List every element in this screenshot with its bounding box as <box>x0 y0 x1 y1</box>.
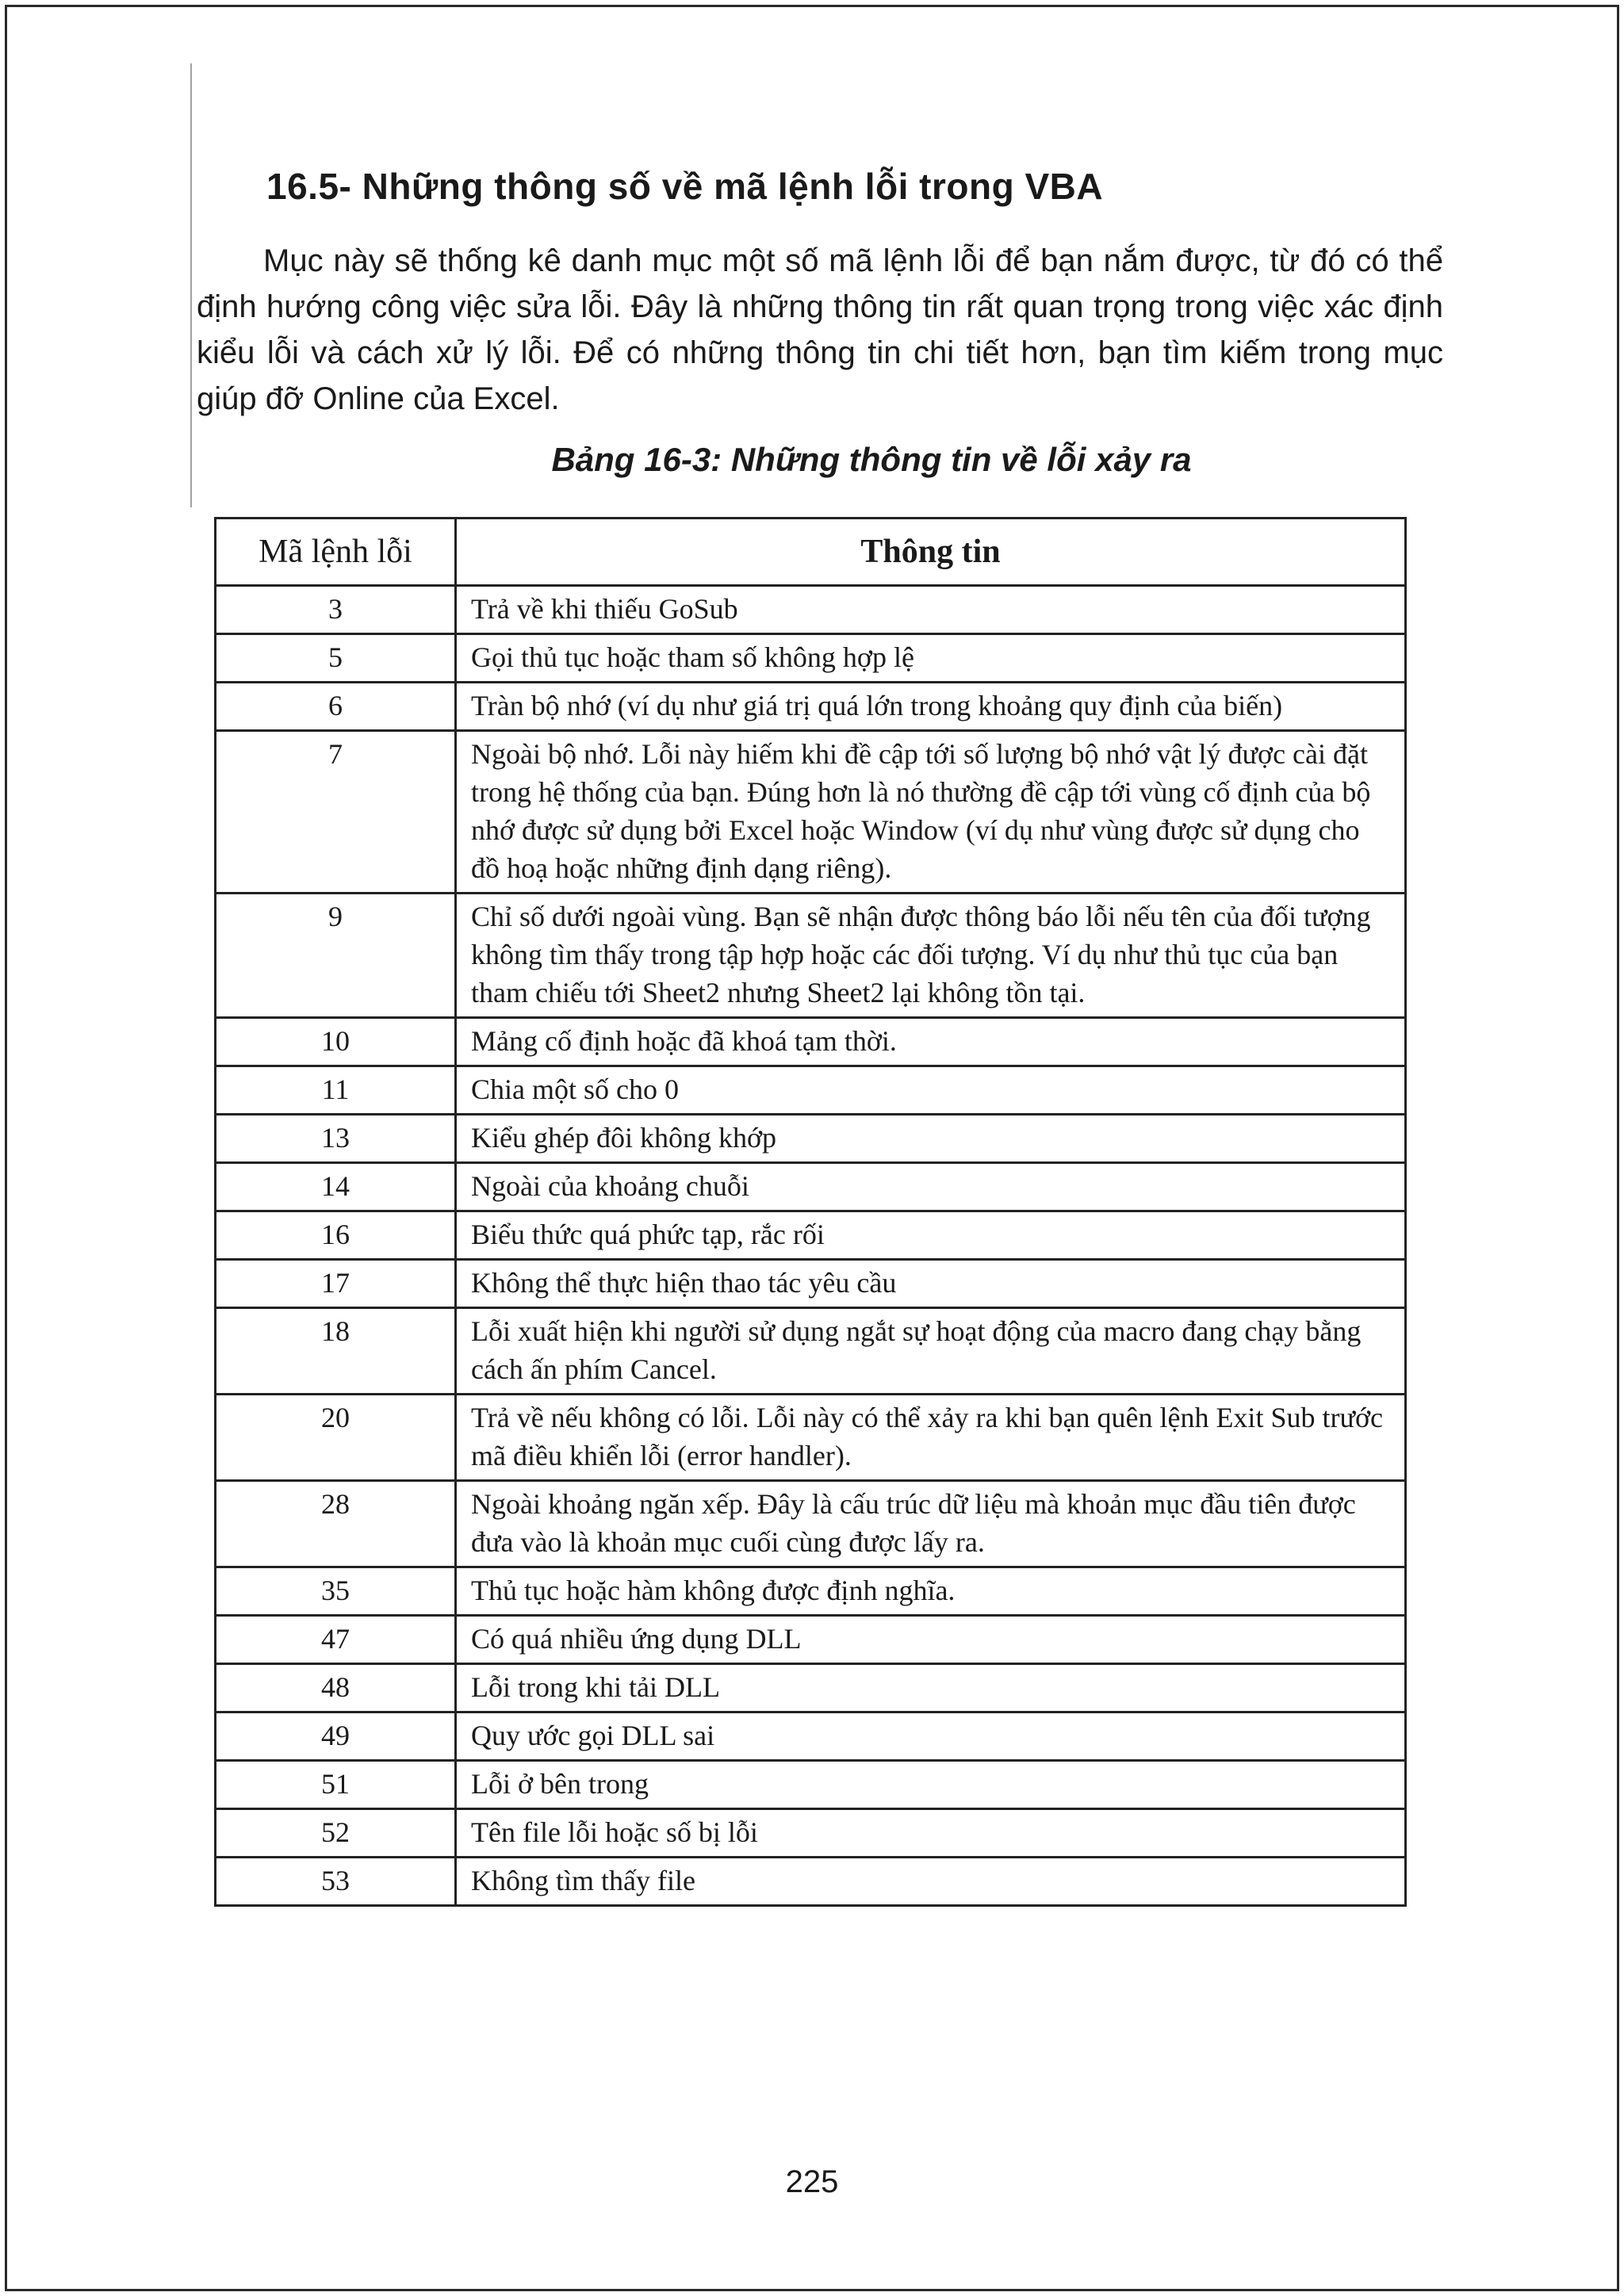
error-code-cell: 51 <box>216 1761 456 1809</box>
table-header-row <box>216 519 1406 586</box>
error-info-cell: Không tìm thấy file <box>456 1858 1406 1906</box>
header-info: Thông tin <box>456 519 1406 586</box>
error-info-cell: Tràn bộ nhớ (ví dụ như giá trị quá lớn trong khoảng quy định của biến) <box>456 683 1406 731</box>
error-info-cell: Trả về khi thiếu GoSub <box>456 586 1406 634</box>
error-code-cell: 6 <box>216 683 456 731</box>
table-row <box>216 1018 1406 1066</box>
error-info-cell: Gọi thủ tục hoặc tham số không hợp lệ <box>456 634 1406 683</box>
error-info-cell: Lỗi trong khi tải DLL <box>456 1664 1406 1712</box>
table-row <box>216 1481 1406 1567</box>
error-code-cell: 14 <box>216 1163 456 1211</box>
error-info-cell: Trả về nếu không có lỗi. Lỗi này có thể xảy ra khi bạn quên lệnh Exit Sub trước mã điều khiển lỗi (error handler). <box>456 1395 1406 1481</box>
error-code-cell: 5 <box>216 634 456 683</box>
table-row <box>216 683 1406 731</box>
error-code-cell: 17 <box>216 1260 456 1308</box>
error-info-cell: Chỉ số dưới ngoài vùng. Bạn sẽ nhận được thông báo lỗi nếu tên của đối tượng không tìm thấy trong tập hợp hoặc các đối tượng. Ví dụ như thủ tục của bạn tham chiếu tới Sheet2 nhưng Sheet2 lại không tồn tại. <box>456 894 1406 1018</box>
error-info-cell: Thủ tục hoặc hàm không được định nghĩa. <box>456 1567 1406 1616</box>
table-row <box>216 1163 1406 1211</box>
error-code-cell: 10 <box>216 1018 456 1066</box>
error-code-cell: 7 <box>216 731 456 894</box>
error-code-cell: 53 <box>216 1858 456 1906</box>
table-row <box>216 1567 1406 1616</box>
table-row <box>216 1761 1406 1809</box>
error-info-cell: Lỗi xuất hiện khi người sử dụng ngắt sự hoạt động của macro đang chạy bằng cách ấn phím Cancel. <box>456 1308 1406 1395</box>
error-code-cell: 28 <box>216 1481 456 1567</box>
error-info-cell: Mảng cố định hoặc đã khoá tạm thời. <box>456 1018 1406 1066</box>
error-code-cell: 49 <box>216 1712 456 1761</box>
error-code-cell: 18 <box>216 1308 456 1395</box>
header-error-code: Mã lệnh lỗi <box>216 519 456 586</box>
table-row <box>216 1066 1406 1115</box>
error-info-cell: Ngoài bộ nhớ. Lỗi này hiếm khi đề cập tới số lượng bộ nhớ vật lý được cài đặt trong hệ thống của bạn. Đúng hơn là nó thường đề cập tới vùng cố định của bộ nhớ được sử dụng bởi Excel hoặc Window (ví dụ như vùng được sử dụng cho đồ hoạ hoặc những định dạng riêng). <box>456 731 1406 894</box>
error-code-cell: 48 <box>216 1664 456 1712</box>
error-code-cell: 13 <box>216 1115 456 1163</box>
error-info-cell: Quy ước gọi DLL sai <box>456 1712 1406 1761</box>
error-code-cell: 9 <box>216 894 456 1018</box>
table-row <box>216 1115 1406 1163</box>
table-row <box>216 1616 1406 1664</box>
table-row <box>216 731 1406 894</box>
table-row <box>216 1712 1406 1761</box>
error-code-cell: 16 <box>216 1211 456 1260</box>
table-caption: Bảng 16-3: Những thông tin về lỗi xảy ra <box>551 441 1192 478</box>
error-info-cell: Chia một số cho 0 <box>456 1066 1406 1115</box>
table-row <box>216 586 1406 634</box>
error-code-cell: 47 <box>216 1616 456 1664</box>
table-row <box>216 634 1406 683</box>
error-code-cell: 20 <box>216 1395 456 1481</box>
error-codes-table <box>214 517 1407 1907</box>
error-info-cell: Tên file lỗi hoặc số bị lỗi <box>456 1809 1406 1858</box>
error-code-cell: 35 <box>216 1567 456 1616</box>
error-info-cell: Lỗi ở bên trong <box>456 1761 1406 1809</box>
error-info-cell: Kiểu ghép đôi không khớp <box>456 1115 1406 1163</box>
error-info-cell: Ngoài khoảng ngăn xếp. Đây là cấu trúc dữ liệu mà khoản mục đầu tiên được đưa vào là khoản mục cuối cùng được lấy ra. <box>456 1481 1406 1567</box>
error-info-cell: Biểu thức quá phức tạp, rắc rối <box>456 1211 1406 1260</box>
table-row <box>216 1809 1406 1858</box>
table-row <box>216 894 1406 1018</box>
table-row <box>216 1211 1406 1260</box>
section-title: 16.5- Những thông số về mã lệnh lỗi trong VBA <box>266 166 1104 207</box>
table-row <box>216 1395 1406 1481</box>
intro-paragraph: Mục này sẽ thống kê danh mục một số mã lệnh lỗi để bạn nắm được, từ đó có thể định hướng công việc sửa lỗi. Đây là những thông tin rất quan trọng trong việc xác định kiểu lỗi và cách xử lý lỗi. Để có những thông tin chi tiết hơn, bạn tìm kiếm trong mục giúp đỡ Online của Excel. <box>197 243 1443 416</box>
error-info-cell: Không thể thực hiện thao tác yêu cầu <box>456 1260 1406 1308</box>
page-number: 225 <box>785 2164 839 2199</box>
error-code-cell: 52 <box>216 1809 456 1858</box>
table-row <box>216 1308 1406 1395</box>
error-code-cell: 11 <box>216 1066 456 1115</box>
table-body <box>216 586 1406 1906</box>
error-info-cell: Có quá nhiều ứng dụng DLL <box>456 1616 1406 1664</box>
table-row <box>216 1664 1406 1712</box>
table-row <box>216 1858 1406 1906</box>
table-row <box>216 1260 1406 1308</box>
error-code-cell: 3 <box>216 586 456 634</box>
error-info-cell: Ngoài của khoảng chuỗi <box>456 1163 1406 1211</box>
